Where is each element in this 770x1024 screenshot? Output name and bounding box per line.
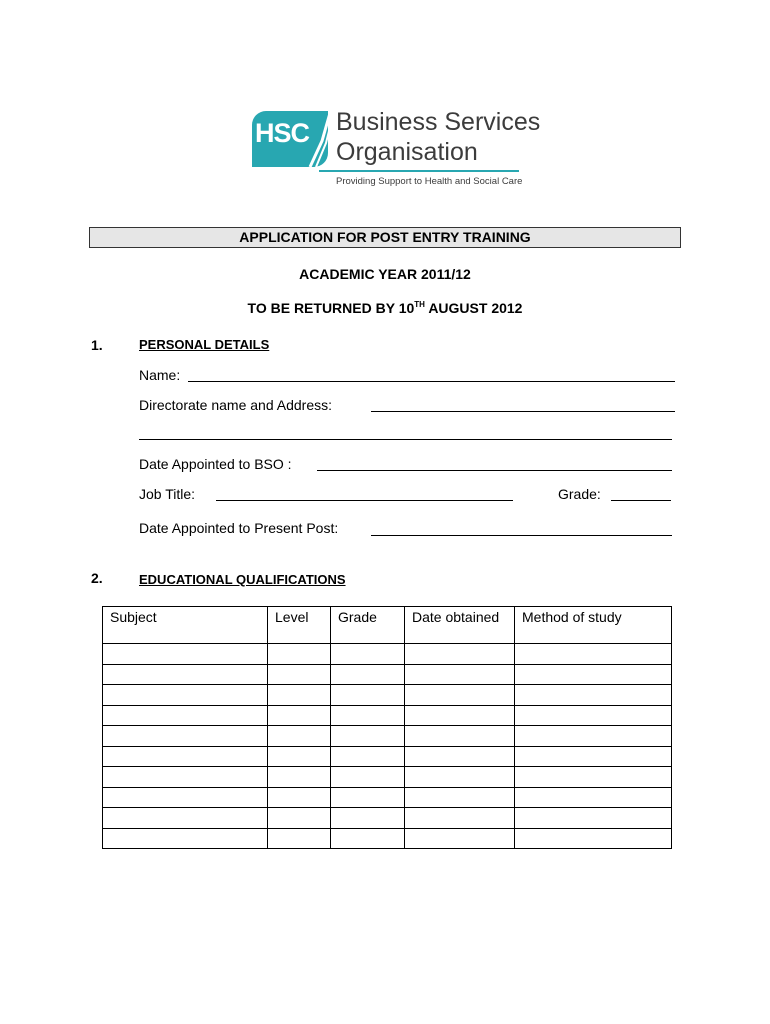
- date-appointed-bso-label: Date Appointed to BSO :: [139, 456, 292, 472]
- cell-date-obtained[interactable]: [405, 746, 515, 767]
- cell-grade[interactable]: [331, 664, 405, 685]
- cell-subject[interactable]: [103, 787, 268, 808]
- cell-level[interactable]: [268, 787, 331, 808]
- table-row: [103, 664, 672, 685]
- cell-subject[interactable]: [103, 705, 268, 726]
- cell-subject[interactable]: [103, 644, 268, 665]
- table-row: [103, 808, 672, 829]
- cell-grade[interactable]: [331, 808, 405, 829]
- logo-name-line2: Organisation: [336, 138, 478, 166]
- table-row: [103, 767, 672, 788]
- address-field[interactable]: [139, 439, 672, 440]
- cell-grade[interactable]: [331, 767, 405, 788]
- table-row: [103, 746, 672, 767]
- cell-level[interactable]: [268, 746, 331, 767]
- cell-level[interactable]: [268, 664, 331, 685]
- cell-grade[interactable]: [331, 685, 405, 706]
- table-row: [103, 787, 672, 808]
- col-header-grade: Grade: [331, 607, 405, 644]
- table-row: [103, 726, 672, 747]
- cell-level[interactable]: [268, 828, 331, 849]
- cell-subject[interactable]: [103, 664, 268, 685]
- academic-year-heading: ACADEMIC YEAR 2011/12: [299, 266, 471, 282]
- logo-tagline: Providing Support to Health and Social Care: [336, 176, 523, 187]
- table-row: [103, 828, 672, 849]
- return-by-superscript: TH: [414, 300, 425, 309]
- grade-label: Grade:: [558, 486, 601, 502]
- hsc-bso-logo: [252, 108, 541, 194]
- cell-date-obtained[interactable]: [405, 808, 515, 829]
- col-header-method-of-study: Method of study: [515, 607, 672, 644]
- cell-method-of-study[interactable]: [515, 726, 672, 747]
- cell-grade[interactable]: [331, 787, 405, 808]
- col-header-date-obtained: Date obtained: [405, 607, 515, 644]
- cell-subject[interactable]: [103, 767, 268, 788]
- cell-date-obtained[interactable]: [405, 726, 515, 747]
- cell-level[interactable]: [268, 644, 331, 665]
- table-row: [103, 644, 672, 665]
- cell-method-of-study[interactable]: [515, 705, 672, 726]
- cell-level[interactable]: [268, 705, 331, 726]
- section2-number: 2.: [91, 570, 103, 586]
- cell-date-obtained[interactable]: [405, 828, 515, 849]
- directorate-field[interactable]: [371, 411, 675, 412]
- cell-level[interactable]: [268, 726, 331, 747]
- table-row: [103, 685, 672, 706]
- cell-method-of-study[interactable]: [515, 828, 672, 849]
- logo-divider: [319, 170, 519, 172]
- cell-method-of-study[interactable]: [515, 787, 672, 808]
- cell-subject[interactable]: [103, 808, 268, 829]
- cell-date-obtained[interactable]: [405, 685, 515, 706]
- cell-date-obtained[interactable]: [405, 767, 515, 788]
- cell-method-of-study[interactable]: [515, 808, 672, 829]
- cell-level[interactable]: [268, 685, 331, 706]
- cell-method-of-study[interactable]: [515, 685, 672, 706]
- logo-swoosh-icon: [308, 111, 332, 169]
- cell-date-obtained[interactable]: [405, 664, 515, 685]
- cell-date-obtained[interactable]: [405, 787, 515, 808]
- cell-grade[interactable]: [331, 746, 405, 767]
- cell-subject[interactable]: [103, 726, 268, 747]
- date-present-post-label: Date Appointed to Present Post:: [139, 520, 339, 536]
- return-by-prefix: TO BE RETURNED BY 10: [247, 300, 415, 316]
- form-title: APPLICATION FOR POST ENTRY TRAINING: [89, 227, 681, 248]
- cell-subject[interactable]: [103, 746, 268, 767]
- section1-title: PERSONAL DETAILS: [139, 337, 270, 352]
- date-present-post-field[interactable]: [371, 535, 672, 536]
- cell-method-of-study[interactable]: [515, 664, 672, 685]
- cell-level[interactable]: [268, 808, 331, 829]
- cell-grade[interactable]: [331, 644, 405, 665]
- cell-date-obtained[interactable]: [405, 644, 515, 665]
- table-header-row: [103, 607, 672, 644]
- col-header-subject: Subject: [103, 607, 268, 644]
- hsc-logo-text: HSC: [254, 118, 309, 148]
- return-by-heading: [0, 300, 770, 316]
- job-title-label: Job Title:: [139, 486, 196, 502]
- col-header-level: Level: [268, 607, 331, 644]
- section1-number: 1.: [91, 337, 103, 353]
- grade-field[interactable]: [611, 500, 671, 501]
- cell-subject[interactable]: [103, 828, 268, 849]
- cell-grade[interactable]: [331, 726, 405, 747]
- name-label: Name:: [139, 367, 181, 383]
- qualifications-table: [102, 606, 672, 849]
- logo-name-line1: Business Services: [336, 108, 541, 136]
- job-title-field[interactable]: [216, 500, 513, 501]
- cell-method-of-study[interactable]: [515, 746, 672, 767]
- cell-date-obtained[interactable]: [405, 705, 515, 726]
- cell-grade[interactable]: [331, 705, 405, 726]
- cell-subject[interactable]: [103, 685, 268, 706]
- cell-method-of-study[interactable]: [515, 644, 672, 665]
- cell-grade[interactable]: [331, 828, 405, 849]
- date-appointed-bso-field[interactable]: [317, 470, 672, 471]
- table-row: [103, 705, 672, 726]
- directorate-label: Directorate name and Address:: [139, 397, 332, 413]
- return-by-suffix: AUGUST 2012: [424, 300, 523, 316]
- cell-method-of-study[interactable]: [515, 767, 672, 788]
- name-field[interactable]: [188, 381, 675, 382]
- cell-level[interactable]: [268, 767, 331, 788]
- section2-title: EDUCATIONAL QUALIFICATIONS: [139, 572, 346, 587]
